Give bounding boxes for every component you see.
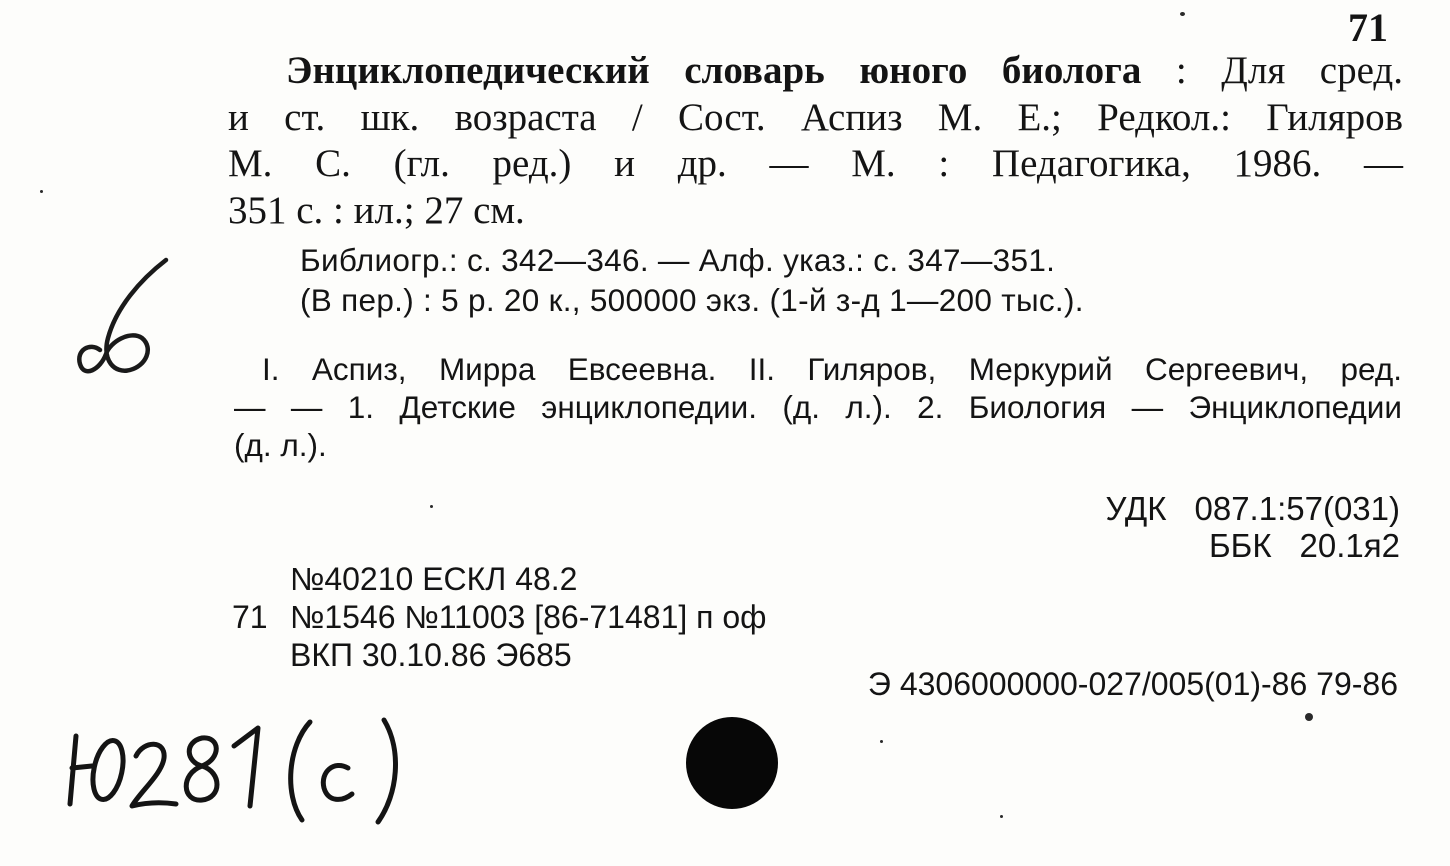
registration-numbers	[232, 560, 766, 674]
subject-headings	[234, 350, 1402, 464]
scan-speck	[1180, 12, 1185, 16]
bbk-code	[1105, 527, 1400, 564]
page-number: 71	[1348, 5, 1388, 50]
scan-speck	[430, 505, 433, 508]
bbk-value: 20.1я2	[1299, 527, 1400, 564]
bibliography-note: Библиогр.: с. 342—346. — Алф. указ.: с. 347—351.	[300, 242, 1056, 278]
subject-line-1: I. Аспиз, Мирра Евсеевна. II. Гиляров, Меркурий Сергеевич, ред.	[262, 351, 1402, 387]
entry-line-2: и ст. шк. возраста / Сост. Аспиз М. Е.; Редкол.: Гиляров	[228, 95, 1403, 139]
ledger-text: №40210 ЕСКЛ 48.2	[290, 561, 578, 597]
scan-speck	[1000, 815, 1003, 818]
ledger-row	[232, 636, 766, 674]
entry-line-1	[228, 48, 1403, 95]
scan-speck	[1305, 713, 1313, 721]
ledger-prefix: 71	[232, 599, 268, 635]
bibliographic-entry	[228, 48, 1403, 234]
entry-title-rest: : Для сред.	[1175, 49, 1403, 92]
subject-line-2: — — 1. Детские энциклопедии. (д. л.). 2. Биология — Энциклопедии	[234, 389, 1402, 425]
ledger-text: №1546 №11003 [86-71481] п оф	[290, 599, 767, 635]
classification-codes	[1105, 490, 1400, 564]
udc-value: 087.1:57(031)	[1194, 490, 1400, 527]
publication-index-code: Э 4306000000-027/005(01)-86 79-86	[867, 666, 1398, 702]
ledger-text: ВКП 30.10.86 Э685	[290, 637, 572, 673]
scan-speck	[880, 740, 883, 743]
price-note: (В пер.) : 5 р. 20 к., 500000 экз. (1-й з-д 1—200 тыс.).	[300, 282, 1084, 318]
bbk-label: ББК	[1209, 527, 1272, 564]
ledger-row	[232, 598, 766, 636]
udc-code	[1105, 490, 1400, 527]
entry-line-4: 351 с. : ил.; 27 см.	[228, 188, 525, 232]
handwritten-inventory-note	[62, 706, 442, 826]
entry-line-3: М. С. (гл. ред.) и др. — М. : Педагогика, 1986. —	[228, 142, 1403, 185]
subject-line-3: (д. л.).	[234, 427, 327, 463]
ledger-row	[232, 560, 766, 598]
udc-label: УДК	[1105, 490, 1167, 527]
book-title: Энциклопедический словарь юного биолога	[286, 49, 1142, 92]
notes-block	[300, 240, 1084, 320]
punch-hole	[686, 717, 778, 809]
handwritten-mark	[70, 250, 190, 390]
scan-speck	[40, 190, 43, 193]
